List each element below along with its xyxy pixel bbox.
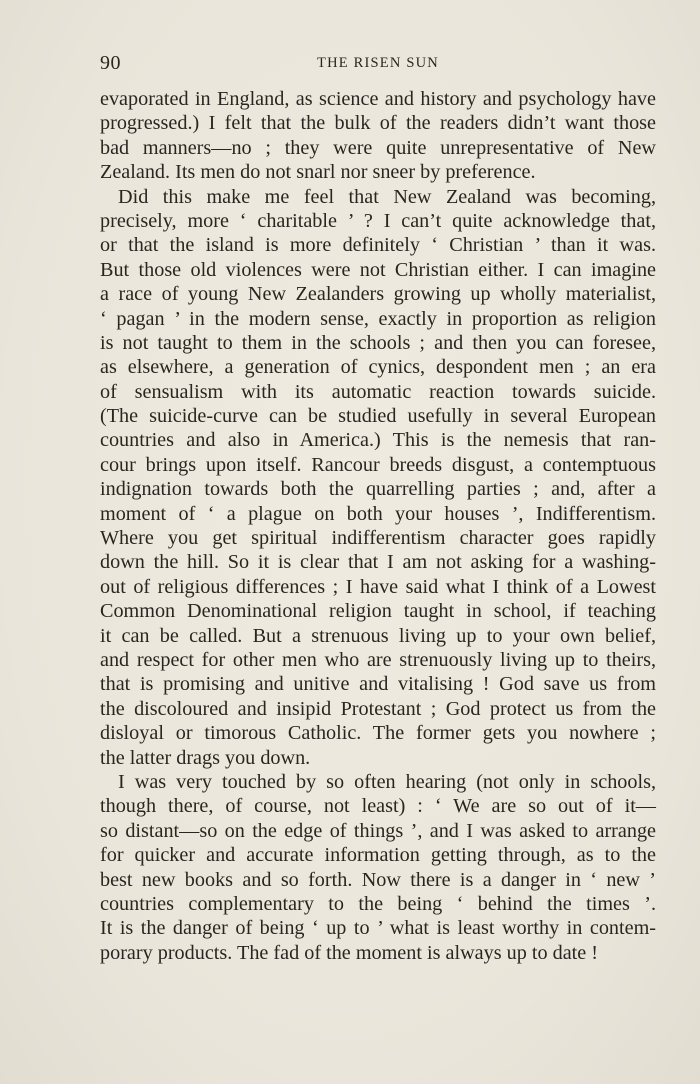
text-line: the latter drags you down. xyxy=(100,746,311,769)
text-line: indignation towards both the quarrelling parties ; and, after a xyxy=(100,478,656,501)
text-line: the discoloured and insipid Protestant ; God protect us from the xyxy=(100,697,656,720)
text-line: cour brings upon itself. Rancour breeds disgust, a contemptuous xyxy=(100,453,656,476)
text-line: ‘ pagan ’ in the modern sense, exactly in proportion as religion xyxy=(100,307,656,330)
text-line: disloyal or timorous Catholic. The former gets you nowhere ; xyxy=(100,722,656,745)
text-line: as elsewhere, a generation of cynics, despondent men ; an era xyxy=(100,356,656,379)
text-line: porary products. The fad of the moment is always up to date ! xyxy=(100,941,599,964)
text-line: countries complementary to the being ‘ behind the times ’. xyxy=(100,892,656,915)
text-line: Common Denominational religion taught in school, if teaching xyxy=(100,600,656,623)
text-line: evaporated in England, as science and history and psychology have xyxy=(100,88,656,110)
text-line: or that the island is more definitely ‘ Christian ’ than it was. xyxy=(100,234,656,257)
text-line: is not taught to them in the schools ; and then you can foresee, xyxy=(100,331,656,354)
page-header xyxy=(100,52,656,76)
text-line: down the hill. So it is clear that I am not asking for a washing- xyxy=(100,551,656,574)
page-number: 90 xyxy=(100,52,121,74)
text-line: But those old violences were not Christian either. I can imagine xyxy=(100,258,656,281)
body-text xyxy=(100,87,656,965)
text-line: for quicker and accurate information getting through, as to the xyxy=(100,844,656,867)
text-line: best new books and so forth. Now there is a danger in ‘ new ’ xyxy=(100,868,656,891)
text-line: I was very touched by so often hearing (not only in schools, xyxy=(118,770,656,793)
text-line: moment of ‘ a plague on both your houses ’, Indifferentism. xyxy=(100,502,656,525)
text-line: so distant—so on the edge of things ’, and I was asked to arrange xyxy=(100,819,656,842)
text-line: Zealand. Its men do not snarl nor sneer by preference. xyxy=(100,161,536,184)
text-line: it can be called. But a strenuous living up to your own belief, xyxy=(100,624,656,647)
text-line: that is promising and unitive and vitalising ! God save us from xyxy=(100,673,656,696)
text-line: a race of young New Zealanders growing up wholly materialist, xyxy=(100,283,656,306)
text-line: bad manners—no ; they were quite unrepresentative of New xyxy=(100,136,656,159)
text-line: (The suicide-curve can be studied usefully in several European xyxy=(100,405,656,428)
running-head: THE RISEN SUN xyxy=(317,55,439,71)
text-line: and respect for other men who are strenuously living up to theirs, xyxy=(100,648,656,671)
text-line: of sensualism with its automatic reaction towards suicide. xyxy=(100,380,656,403)
text-line: progressed.) I felt that the bulk of the readers didn’t want those xyxy=(100,112,656,135)
text-line: precisely, more ‘ charitable ’ ? I can’t quite acknowledge that, xyxy=(100,209,656,232)
text-line: Where you get spiritual indifferentism character goes rapidly xyxy=(100,527,656,550)
text-line: though there, of course, not least) : ‘ We are so out of it— xyxy=(100,795,656,818)
text-line: countries and also in America.) This is the nemesis that ran- xyxy=(100,429,656,452)
text-line: Did this make me feel that New Zealand was becoming, xyxy=(118,185,656,208)
text-line: out of religious differences ; I have said what I think of a Lowest xyxy=(100,575,656,598)
text-line: It is the danger of being ‘ up to ’ what is least worthy in contem- xyxy=(100,917,656,940)
